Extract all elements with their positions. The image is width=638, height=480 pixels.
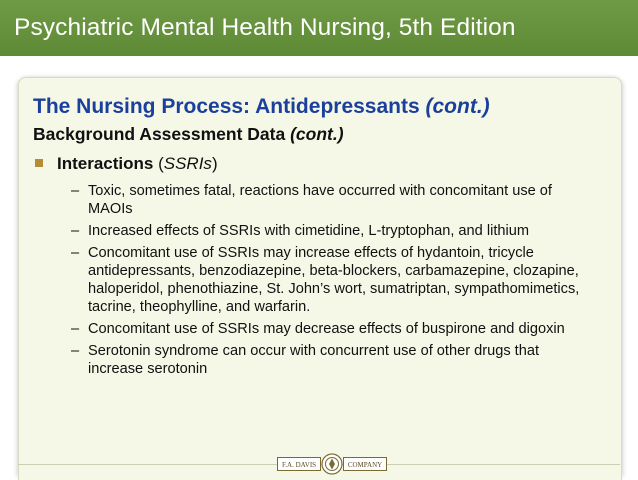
list-item: – Serotonin syndrome can occur with concurrent use of other drugs that increase serotonin xyxy=(71,342,591,378)
interactions-bullet: Interactions (SSRIs) xyxy=(35,154,218,174)
list-item: – Increased effects of SSRIs with cimetidine, L-tryptophan, and lithium xyxy=(71,222,591,240)
slide-title xyxy=(33,95,490,119)
header-title: Psychiatric Mental Health Nursing, 5th Edition xyxy=(14,14,516,41)
square-bullet-icon xyxy=(35,159,43,167)
slide-title-main: The Nursing Process: Antidepressants xyxy=(33,95,426,118)
slide-content-panel xyxy=(18,77,622,480)
subtitle-suffix: (cont.) xyxy=(290,124,344,144)
logo-left-text: F.A. DAVIS xyxy=(281,461,317,469)
list-item: – Concomitant use of SSRIs may increase effects of hydantoin, tricycle antidepressants, benzodiazepine, beta-blockers, carbamazepine, clozapine, haloperidol, phenothiazine, St. John’s wort, sumatriptan, sympathomimetics, tacrine, theophylline, and warfarin. xyxy=(71,244,591,316)
bullet-label: Interactions xyxy=(57,154,154,173)
slide-subtitle xyxy=(33,124,344,145)
subtitle-main: Background Assessment Data xyxy=(33,124,291,144)
interactions-list xyxy=(71,182,591,382)
header-bar xyxy=(0,0,638,56)
fa-davis-logo xyxy=(277,453,387,475)
slide-title-suffix: (cont.) xyxy=(425,95,490,118)
list-item: – Concomitant use of SSRIs may decrease effects of buspirone and digoxin xyxy=(71,320,591,338)
bullet-paren: SSRIs xyxy=(163,154,212,173)
list-item: – Toxic, sometimes fatal, reactions have occurred with concomitant use of MAOIs xyxy=(71,182,591,218)
logo-right-text: COMPANY xyxy=(347,461,383,469)
